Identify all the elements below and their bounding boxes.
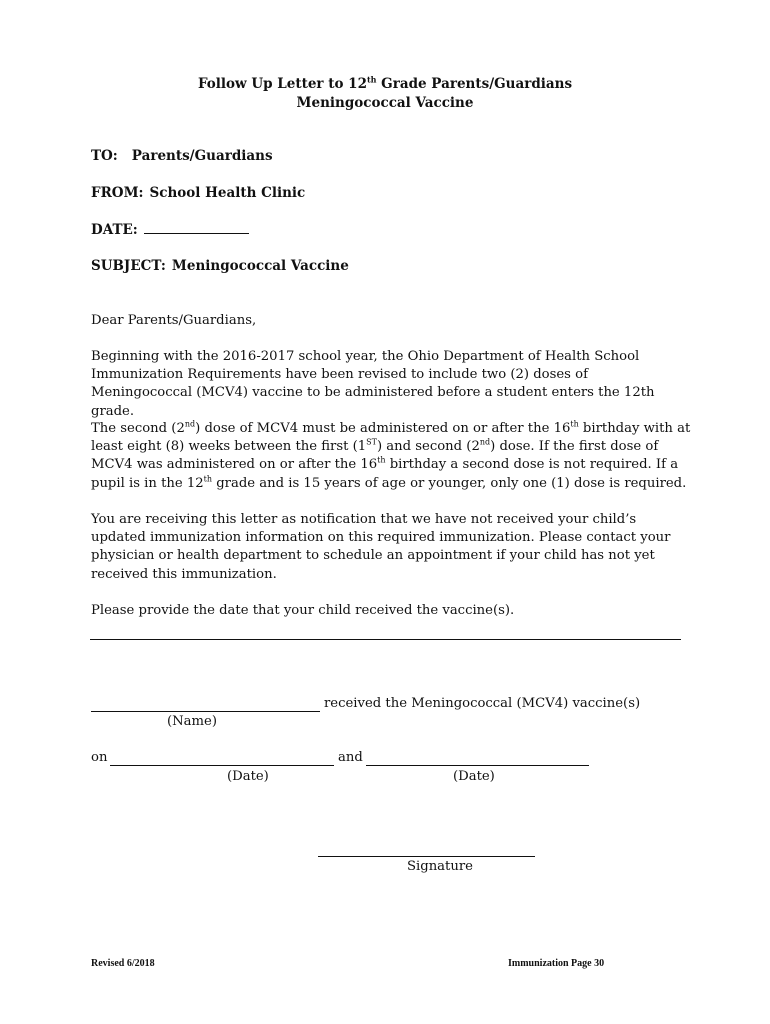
footer-revised: Revised 6/2018 (91, 958, 155, 969)
and-label: and (338, 750, 363, 765)
letter-subtitle: Meningococcal Vaccine (296, 95, 474, 111)
signature-caption: Signature (407, 859, 473, 874)
first-date-blank-line[interactable] (110, 765, 334, 766)
first-date-caption: (Date) (227, 769, 269, 784)
name-blank-line[interactable] (91, 711, 320, 712)
paragraph-provide-date: Please provide the date that your child received the vaccine(s). (91, 603, 515, 618)
second-date-blank-line[interactable] (366, 765, 589, 766)
date-blank-line[interactable] (144, 221, 249, 234)
second-date-caption: (Date) (453, 769, 495, 784)
memo-from: FROM: School Health Clinic (91, 185, 306, 201)
name-caption: (Name) (167, 714, 218, 729)
received-statement: received the Meningococcal (MCV4) vaccine(s) (324, 696, 641, 711)
salutation: Dear Parents/Guardians, (91, 313, 257, 328)
paragraph-dose-rules: The second (2nd) dose of MCV4 must be administered on or after the 16th birthday with at least eight (8) weeks between the first (1ST) and second (2nd) dose. If the first dose of MCV4 was administered on or after the 16th birthday a second dose is not required. If a pupil is in the 12th grade and is 15 years of age or younger, only one (1) dose is required. (91, 419, 691, 491)
paragraph-notification: You are receiving this letter as notification that we have not received your child’s updated immunization information on this required immunization. Please contact your physician or health department to schedule an appointment if your child has not yet received this immunization. (91, 512, 671, 582)
on-label: on (91, 750, 108, 765)
paragraph-requirements: Beginning with the 2016-2017 school year, the Ohio Department of Health School Immunization Requirements have been revised to include two (2) doses of Meningococcal (MCV4) vaccine to be administered before a student enters the 12th grade. (91, 349, 655, 419)
memo-date: DATE: (91, 221, 249, 238)
signature-blank-line[interactable] (318, 856, 535, 857)
memo-to: TO: Parents/Guardians (91, 148, 273, 164)
footer-page-number: Immunization Page 30 (508, 958, 605, 969)
vaccine-date-entry-line[interactable] (90, 639, 681, 640)
letter-title: Follow Up Letter to 12th Grade Parents/Guardians (197, 74, 573, 92)
memo-subject: SUBJECT: Meningococcal Vaccine (91, 258, 349, 274)
